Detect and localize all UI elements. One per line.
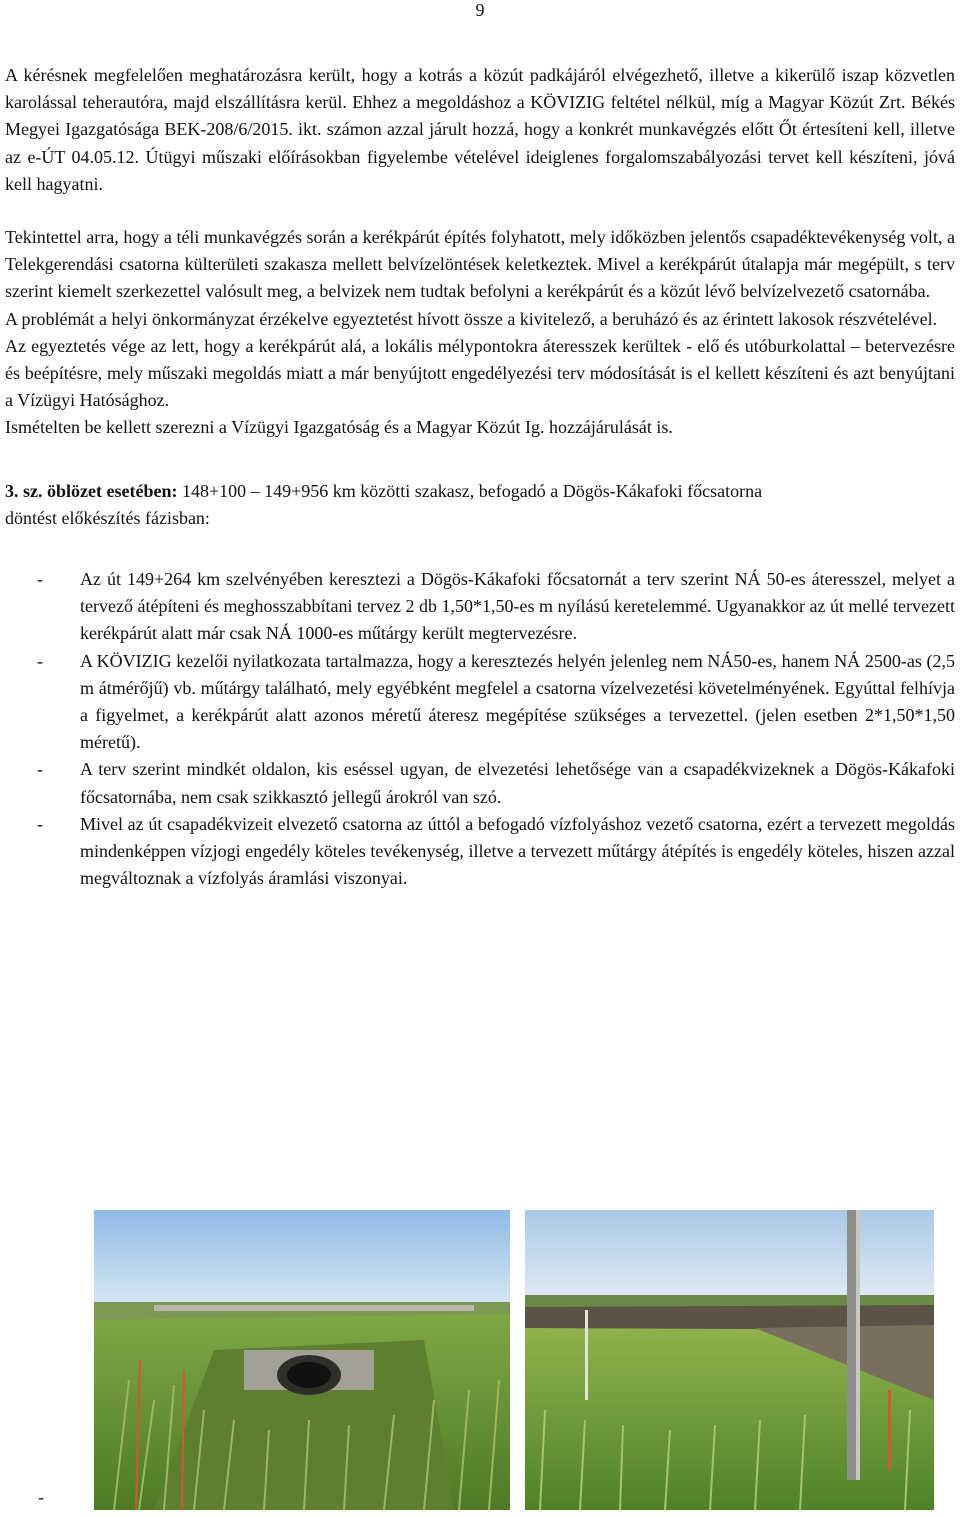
bullet-list [5, 566, 955, 892]
photo-culvert-channel [94, 1210, 510, 1510]
photo-row [94, 1210, 934, 1510]
document-body [5, 62, 955, 892]
paragraph-winter-works: Tekintettel arra, hogy a téli munkavégzés során a kerékpárút építés folyhatott, mely időközben jelentős csapadéktevékenység volt, a Telekgerendási csatorna külterületi szakasza mellett belvízelöntések keletkeztek. Mivel a kerékpárút útalapja már megépült, s terv szerint kiemelt szerkezettel valósult meg, a belvizek nem tudtak befolyni a kerékpárút és a közút lévő belvízelvezető csatornába. [5, 227, 955, 302]
road-field-image [525, 1210, 934, 1510]
list-dash: - [37, 813, 43, 834]
list-item-text: Mivel az út csapadékvizeit elvezető csatorna az úttól a befogadó vízfolyáshoz vezető csatorna, ezért a tervezett megoldás mindenképpen vízjogi engedély köteles tevékenység, illetve a tervezett műtárgy átépítés is engedély köteles, hiszen azzal megváltoznak a vízfolyás áramlási viszonyai. [80, 813, 955, 889]
section-number: 3. sz. [5, 480, 43, 501]
culvert-channel-image [94, 1210, 510, 1510]
section-title: öblözet esetében: [47, 480, 178, 501]
paragraph-approvals: Ismételten be kellett szerezni a Vízügyi Igazgatóság és a Magyar Közút Ig. hozzájárulását is. [5, 417, 673, 438]
section-phase: döntést előkészítés fázisban: [5, 507, 210, 528]
list-item-text: A KÖVIZIG kezelői nyilatkozata tartalmazza, hogy a keresztezés helyén jelenleg nem NÁ50-es, hanem NÁ 2500-as (2,5 m átmérőjű) vb. műtárgy található, mely egyébként megfelel a csatorna vízelvezetési követelményének. Egyúttal felhívja a figyelmet, a kerékpárút alatt azonos méretű áteresz megépítése szükséges a tervezettel. (jelen esetben 2*1,50*1,50 méretű). [80, 650, 955, 753]
paragraph-dredging: A kérésnek megfelelően meghatározásra került, hogy a kotrás a közút padkájáról elvégezhető, illetve a kikerülő iszap közvetlen karolással teherautóra, majd elszállításra kerül. Ehhez a megoldáshoz a KÖVIZIG feltétel nélkül, míg a Magyar Közút Zrt. Békés Megyei Igazgatósága BEK-208/6/2015. ikt. számon azzal járult hozzá, hogy a konkrét munkavégzés előtt Őt értesíteni kell, illetve az e-ÚT 04.05.12. Útügyi műszaki előírásokban figyelembe vételével ideiglenes forgalomszabályozási tervet kell készíteni, jóvá kell hagyatni. [5, 65, 955, 194]
section-heading [5, 478, 955, 505]
list-dash: - [37, 759, 43, 780]
list-item [5, 566, 955, 648]
photo-road-field [525, 1210, 934, 1510]
trailing-dash: - [38, 1487, 44, 1507]
paragraph-problem: A problémát a helyi önkormányzat érzékelve egyeztetést hívott össze a kivitelező, a beruházó és az érintett lakosok részvételével. [5, 308, 938, 329]
list-dash: - [37, 569, 43, 590]
list-item-text: Az út 149+264 km szelvényében keresztezi a Dögös-Kákafoki főcsatornát a terv szerint NÁ 50-es áteresszel, melyet a tervező átépíteni és meghosszabbítani tervez 2 db 1,50*1,50-es m nyílású keretelemmé. Ugyanakkor az út mellé tervezett kerékpárút alatt már csak NÁ 1000-es műtárgy került megtervezésre. [80, 569, 955, 644]
list-item [5, 756, 955, 810]
section-range: 148+100 – 149+956 km közötti szakasz, befogadó a Dögös-Kákafoki főcsatorna [181, 480, 763, 501]
paragraph-agreement: Az egyeztetés vége az lett, hogy a kerékpárút alá, a lokális mélypontokra áteresszek kerültek - elő és utóburkolattal – betervezésre és beépítésre, mely műszaki megoldás miatt a már benyújtott engedélyezési terv módosítását is el kellett készíteni és azt benyújtani a Vízügyi Hatósághoz. [5, 335, 955, 411]
list-item [5, 811, 955, 893]
list-dash: - [37, 650, 43, 671]
list-item [5, 648, 955, 757]
page-number: 9 [475, 0, 485, 20]
list-item-text: A terv szerint mindkét oldalon, kis eséssel ugyan, de elvezetési lehetősége van a csapadékvizeknek a Dögös-Kákafoki főcsatornába, nem csak szikkasztó jellegű árokról van szó. [80, 759, 955, 807]
